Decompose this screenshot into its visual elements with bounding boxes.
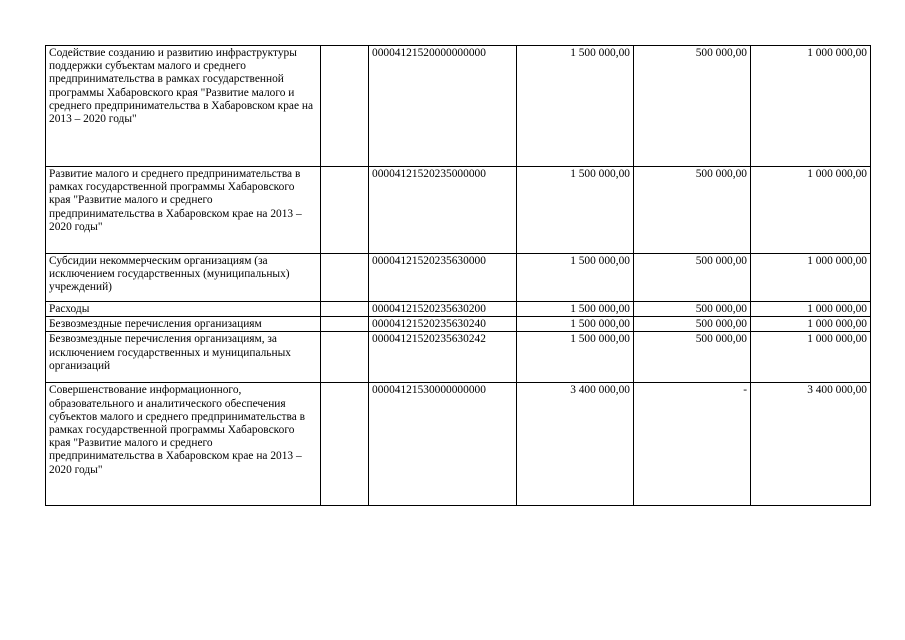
table-row (46, 167, 871, 254)
empty-cell (321, 46, 369, 167)
planned-amount-cell: 1 500 000,00 (517, 302, 634, 317)
table-row (46, 332, 871, 383)
expense-name-cell: Безвозмездные перечисления организациям (46, 317, 321, 332)
expense-name-cell: Содействие созданию и развитию инфраструктуры поддержки субъектам малого и среднего предпринимательства в рамках государственной программы Хабаровского края "Развитие малого и среднего предпринимательства в Хабаровском крае на 2013 – 2020 годы" (46, 46, 321, 167)
remaining-amount-cell: 1 000 000,00 (751, 167, 871, 254)
remaining-amount-cell: 3 400 000,00 (751, 383, 871, 506)
remaining-amount-cell: 1 000 000,00 (751, 254, 871, 302)
expense-name-cell: Совершенствование информационного, образовательного и аналитического обеспечения субъектов малого и среднего предпринимательства в рамках государственной программы Хабаровского края "Развитие малого и среднего предпринимательства в Хабаровском крае на 2013 – 2020 годы" (46, 383, 321, 506)
budget-code-cell: 00004121520235630000 (369, 254, 517, 302)
budget-code-cell: 00004121520235630200 (369, 302, 517, 317)
expense-name-cell: Расходы (46, 302, 321, 317)
executed-amount-cell: 500 000,00 (634, 302, 751, 317)
table-row (46, 317, 871, 332)
empty-cell (321, 317, 369, 332)
executed-amount-cell: - (634, 383, 751, 506)
empty-cell (321, 383, 369, 506)
budget-code-cell: 00004121520235630240 (369, 317, 517, 332)
planned-amount-cell: 1 500 000,00 (517, 317, 634, 332)
planned-amount-cell: 1 500 000,00 (517, 167, 634, 254)
executed-amount-cell: 500 000,00 (634, 167, 751, 254)
planned-amount-cell: 1 500 000,00 (517, 332, 634, 383)
executed-amount-cell: 500 000,00 (634, 317, 751, 332)
remaining-amount-cell: 1 000 000,00 (751, 46, 871, 167)
budget-code-cell: 00004121520235630242 (369, 332, 517, 383)
empty-cell (321, 332, 369, 383)
expense-name-cell: Безвозмездные перечисления организациям, за исключением государственных и муниципальных организаций (46, 332, 321, 383)
empty-cell (321, 167, 369, 254)
executed-amount-cell: 500 000,00 (634, 46, 751, 167)
budget-code-cell: 00004121520000000000 (369, 46, 517, 167)
executed-amount-cell: 500 000,00 (634, 332, 751, 383)
empty-cell (321, 254, 369, 302)
table-row (46, 302, 871, 317)
empty-cell (321, 302, 369, 317)
planned-amount-cell: 3 400 000,00 (517, 383, 634, 506)
remaining-amount-cell: 1 000 000,00 (751, 317, 871, 332)
remaining-amount-cell: 1 000 000,00 (751, 302, 871, 317)
planned-amount-cell: 1 500 000,00 (517, 46, 634, 167)
budget-table (45, 45, 871, 506)
planned-amount-cell: 1 500 000,00 (517, 254, 634, 302)
remaining-amount-cell: 1 000 000,00 (751, 332, 871, 383)
executed-amount-cell: 500 000,00 (634, 254, 751, 302)
table-row (46, 254, 871, 302)
budget-code-cell: 00004121520235000000 (369, 167, 517, 254)
expense-name-cell: Субсидии некоммерческим организациям (за исключением государственных (муниципальных) учреждений) (46, 254, 321, 302)
budget-code-cell: 00004121530000000000 (369, 383, 517, 506)
table-row (46, 383, 871, 506)
budget-table-body (46, 46, 871, 506)
table-row (46, 46, 871, 167)
expense-name-cell: Развитие малого и среднего предпринимательства в рамках государственной программы Хабаровского края "Развитие малого и среднего предпринимательства в Хабаровском крае на 2013 – 2020 годы" (46, 167, 321, 254)
